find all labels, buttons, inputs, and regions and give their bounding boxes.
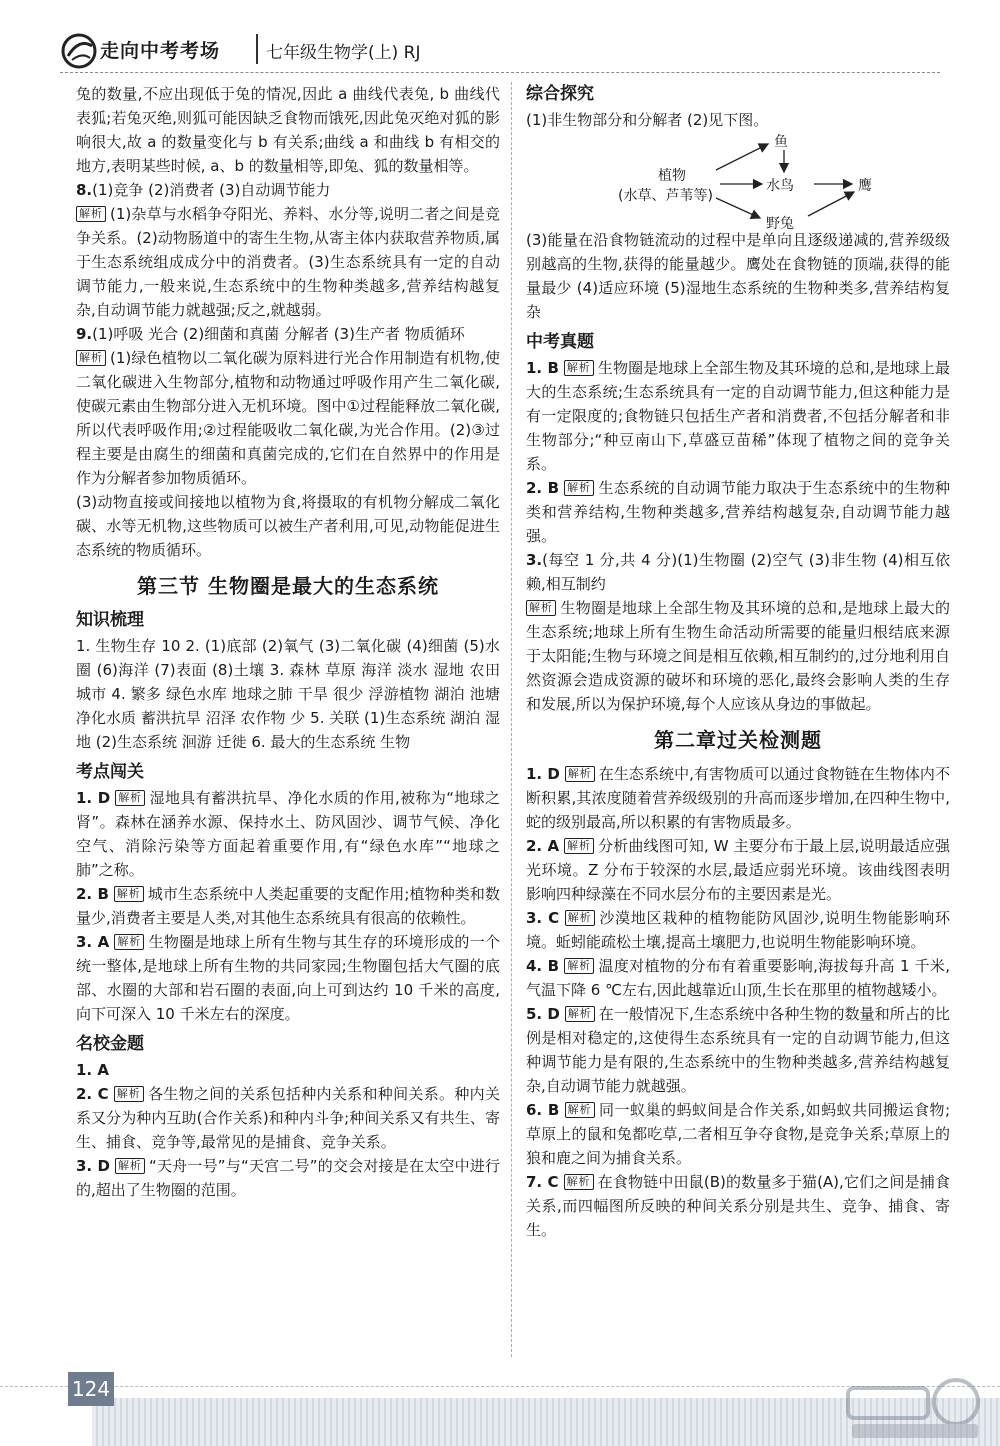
answer-number: 7. C [526,1173,559,1191]
page-number: 124 [68,1372,114,1406]
explanation-text: 生态系统的自动调节能力取决于生态系统中的生物种类和营养结构,生物种类越多,营养结构越复杂,自动调节能力越强。 [526,479,950,545]
book-subtitle: 七年级生物学(上) RJ [266,43,421,63]
explanation-9-part2: (3)动物直接或间接地以植物为食,将摄取的有机物分解成二氧化碳、水等无机物,这些物质可以被生产者利用,可见,动物能促进生态系统的物质循环。 [76,493,500,559]
header-separator [256,34,258,64]
kaodian-item-1 [76,786,500,882]
analysis-badge: 解析 [115,790,145,806]
kaodian-heading: 考点闯关 [76,762,144,782]
arrow-plant-fish [716,144,768,170]
intro-paragraph: 兔的数量,不应出现低于兔的情况,因此 a 曲线代表兔, b 曲线代表狐;若兔灭绝,则狐可能因缺乏食物而饿死,因此兔灭绝对狐的影响很大,故 a 的数量变化与 b 有关系;曲线 a 和曲线 b 有相交的地方,表明某些时候, a、b 的数量相等,即兔、狐的数量相等。 [76,85,500,175]
explanation-text: 生物圈是地球上所有生物与其生存的环境形成的一个统一整体,是地球上所有生物的共同家园;生物圈包括大气圈的底部、水圈的大部和岩石圈的表面,向上可到达约 10 千米的高度,向下可深入 10 千米左右的深度。 [76,933,500,1023]
answer-number: 3. [526,551,543,569]
explanation-text: (1)绿色植物以二氧化碳为原料进行光合作用制造有机物,使二氧化碳进入生物部分,植物和动物通过呼吸作用产生二氧化碳,使碳元素由生物部分进入无机环境。图中①过程能释放二氧化碳,所以代表呼吸作用;②过程能吸收二氧化碳,为光合作用。(2)③过程主要是由腐生的细菌和真菌完成的,它们在自然界中的作用是作为分解者参加物质循环。 [76,349,500,487]
analysis-badge: 解析 [526,600,556,616]
chapter-item-4 [526,954,950,1002]
explanation-text: 生物圈是地球上全部生物及其环境的总和,是地球上最大的生态系统;地球上所有生物生命活动所需要的能量归根结底来源于太阳能;生物与环境之间是相互依赖,相互制约的,过分地利用自然资源会造成资源的破坏和环境的恶化,最终会影响人类的生存和发展,所以为保护环境,每个人应该从身边的事做起。 [526,599,950,713]
answer-number: 6. B [526,1101,560,1119]
zhongkao-item-3 [526,548,950,596]
analysis-badge: 解析 [115,1158,145,1174]
arrow-rabbit-eagle [808,192,854,216]
zhongkao-explanation-3 [526,596,950,716]
page-header [60,30,940,74]
analysis-badge: 解析 [565,1102,595,1118]
mingxiao-item-3 [76,1154,500,1202]
explanation-text: 生物圈是地球上全部生物及其环境的总和,是地球上最大的生态系统;生态系统具有一定的自动调节能力,但这种能力是有一定限度的;食物链只包括生产者和消费者,不包括分解者和非生物部分;“种豆南山下,草盛豆苗稀”体现了植物之间的竞争关系。 [526,359,950,473]
answer-number: 3. D [76,1157,111,1175]
zhongkao-heading: 中考真题 [526,332,594,352]
explanation-text: 在生态系统中,有害物质可以通过食物链在生物体内不断积累,其浓度随着营养级级别的升高而逐步增加,在四种生物中,蛇的级别最高,所以积累的有害物质最多。 [526,765,950,831]
answer-number: 2. B [76,885,109,903]
answer-number: 1. B [526,359,559,377]
kaodian-item-2 [76,882,500,930]
analysis-badge: 解析 [114,1086,144,1102]
analysis-badge: 解析 [565,766,595,782]
zhongkao-item-1 [526,356,950,476]
zonghe-part1: (1)非生物部分和分解者 (2)见下图。 [526,111,769,129]
explanation-text: 各生物之间的关系包括种内关系和种间关系。种内关系又分为种内互助(合作关系)和种内斗争;种间关系又有共生、寄生、捕食、竞争等,最常见的是捕食、竞争关系。 [76,1085,500,1151]
explanation-text: 沙漠地区栽种的植物能防风固沙,说明生物能影响环境。蚯蚓能疏松土壤,提高土壤肥力,也说明生物能影响环境。 [526,909,950,951]
analysis-badge: 解析 [564,1174,594,1190]
mingxiao-heading: 名校金题 [76,1034,144,1054]
analysis-badge: 解析 [114,886,144,902]
chapter-item-5 [526,1002,950,1098]
header-rule [60,72,940,73]
explanation-text: 在一般情况下,生态系统中各种生物的数量和所占的比例是相对稳定的,这使得生态系统具有一定的自动调节能力,但这种调节能力是有限的,生态系统中的生物种类越多,营养结构越复杂,自动调节能力就越强。 [526,1005,950,1095]
analysis-badge: 解析 [564,360,594,376]
section-title: 第三节 生物圈是最大的生态系统 [137,574,439,598]
explanation-9 [76,346,500,490]
analysis-badge: 解析 [76,206,106,222]
analysis-badge: 解析 [76,350,106,366]
zhishi-heading: 知识梳理 [76,610,144,630]
explanation-text: “天舟一号”与“天宫二号”的交会对接是在太空中进行的,超出了生物圈的范围。 [76,1157,500,1199]
kaodian-item-3 [76,930,500,1026]
column-divider [511,82,512,1357]
answer-8 [76,178,500,202]
node-rabbit: 野兔 [766,216,794,232]
right-column [526,82,950,1242]
zonghe-heading: 综合探究 [526,84,594,104]
logo-icon [60,32,98,70]
zhongkao-item-2 [526,476,950,548]
chapter-item-3 [526,906,950,954]
analysis-badge: 解析 [564,838,594,854]
explanation-text: 同一蚁巢的蚂蚁间是合作关系,如蚂蚁共同搬运食物;草原上的鼠和兔都吃草,二者相互争夺食物,是竞争关系;草原上的狼和鹿之间为捕食关系。 [526,1101,950,1167]
node-plant-sub: (水草、芦苇等) [618,188,713,204]
answer-number: 1. A [76,1061,109,1079]
analysis-badge: 解析 [565,910,595,926]
explanation-text: 湿地具有蓄洪抗旱、净化水质的作用,被称为“地球之肾”。森林在涵养水源、保持水土、防风固沙、调节气候、净化空气、消除污染等方面起着重要作用,有“绿色水库”“地球之肺”之称。 [76,789,500,879]
chapter-title: 第二章过关检测题 [654,728,822,752]
answer-number: 2. C [76,1085,109,1103]
brand-title: 走向中考考场 [100,40,221,62]
explanation-text: 城市生态系统中人类起重要的支配作用;植物种类和数量少,消费者主要是人类,对其他生态系统具有很高的依赖性。 [76,885,500,927]
explanation-text: 在食物链中田鼠(B)的数量多于猫(A),它们之间是捕食关系,而四幅图所反映的种间关系分别是共生、竞争、捕食、寄生。 [526,1173,950,1239]
chapter-item-7 [526,1170,950,1242]
zonghe-part3: (3)能量在沿食物链流动的过程中是单向且逐级递减的,营养级级别越高的生物,获得的能量越少。鹰处在食物链的顶端,获得的能量最少 (4)适应环境 (5)湿地生态系统的生物种类多,营养结构复杂 [526,231,950,321]
explanation-text: (1)杂草与水稻争夺阳光、养料、水分等,说明二者之间是竞争关系。(2)动物肠道中的寄生生物,从寄主体内获取营养物质,属于生态系统组成成分中的消费者。(3)生态系统具有一定的自动调节能力,一般来说,生态系统中的生物种类越多,营养结构越复杂,自动调节能力就越强;反之,就越弱。 [76,205,500,319]
analysis-badge: 解析 [564,480,594,496]
explanation-8 [76,202,500,322]
chapter-item-2 [526,834,950,906]
answer-text: (1)竞争 (2)消费者 (3)自动调节能力 [92,181,331,199]
food-web-arrows [526,132,950,228]
answer-number: 2. B [526,479,560,497]
node-plant: 植物 [658,168,686,184]
food-web-diagram [526,132,950,232]
answer-number: 5. D [526,1005,560,1023]
analysis-badge: 解析 [564,958,594,974]
answer-number: 3. C [526,909,560,927]
node-waterbird: 水鸟 [766,178,794,194]
answer-number: 8. [76,181,93,199]
chapter-item-1 [526,762,950,834]
answer-number: 1. D [76,789,111,807]
left-column [76,82,500,1202]
zhishi-answers: 1. 生物生存 10 2. (1)底部 (2)氧气 (3)二氧化碳 (4)细菌 (5)水圈 (6)海洋 (7)表面 (8)土壤 3. 森林 草原 海洋 淡水 湿地 农田 城市 4. 繁多 绿色水库 地球之肺 干旱 很少 浮游植物 湖泊 池塘 净化水质 蓄洪抗旱 沼泽 农作物 少 5. 关联 (1)生态系统 湖泊 湿地 (2)生态系统 洄游 迁徙 6. 最大的生态系统 生物 [76,637,500,751]
mingxiao-item-1 [76,1058,500,1082]
analysis-badge: 解析 [114,934,144,950]
explanation-text: 分析曲线图可知, W 主要分布于最上层,说明最适应强光环境。Z 分布于较深的水层,最适应弱光环境。该曲线图表明影响四种绿藻在不同水层分布的主要因素是光。 [526,837,951,903]
answer-number: 9. [76,325,93,343]
explanation-text: 温度对植物的分布有着重要影响,海拔每升高 1 千米,气温下降 6 ℃左右,因此越靠近山顶,生长在那里的植物越矮小。 [526,957,950,999]
answer-number: 1. D [526,765,560,783]
arrow-plant-rabbit [716,198,760,218]
analysis-badge: 解析 [565,1006,595,1022]
answer-text: (每空 1 分,共 4 分)(1)生物圈 (2)空气 (3)非生物 (4)相互依赖,相互制约 [526,551,950,593]
answer-text: (1)呼吸 光合 (2)细菌和真菌 分解者 (3)生产者 物质循环 [92,325,465,343]
answer-number: 2. A [526,837,560,855]
chapter-item-6 [526,1098,950,1170]
node-eagle: 鹰 [858,178,872,194]
answer-number: 3. A [76,933,110,951]
answer-number: 4. B [526,957,560,975]
answer-9 [76,322,500,346]
watermark-icon [838,1374,988,1444]
node-fish: 鱼 [774,134,788,150]
mingxiao-item-2 [76,1082,500,1154]
